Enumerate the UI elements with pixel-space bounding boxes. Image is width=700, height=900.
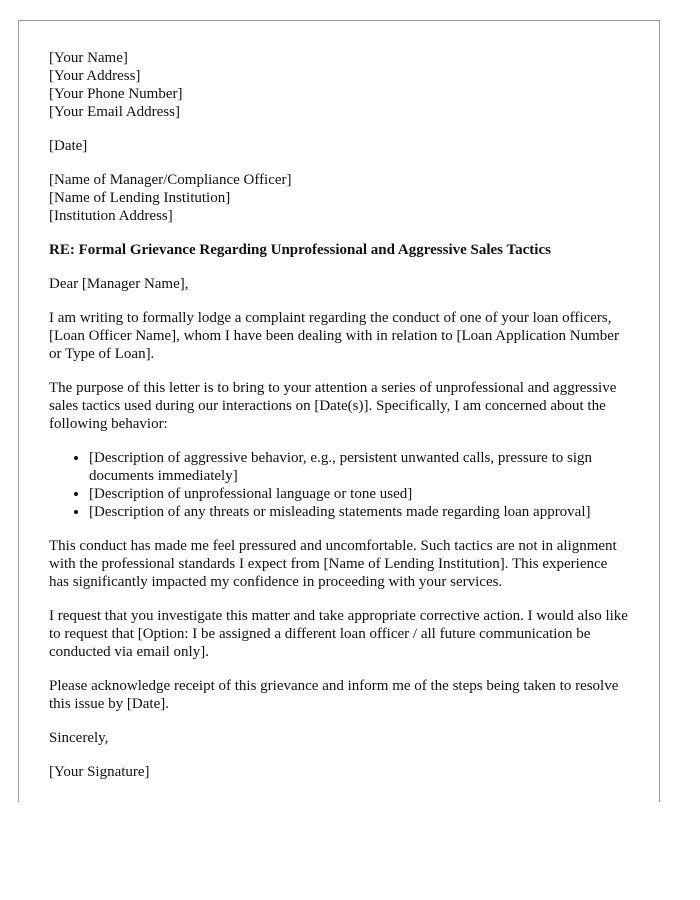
list-item: • [Description of aggressive behavior, e.g., persistent unwanted calls, pressure to sign documents immediately] (89, 449, 629, 485)
sender-name: [Your Name] (49, 50, 128, 66)
sender-address: [Your Address] (49, 68, 141, 84)
subject-line: RE: Formal Grievance Regarding Unprofessional and Aggressive Sales Tactics (49, 242, 551, 258)
recipient-block (49, 171, 629, 225)
sender-block (49, 49, 629, 121)
recipient-institution: [Name of Lending Institution] (49, 190, 231, 206)
date-line: [Date] (49, 138, 88, 154)
body-paragraph-2: The purpose of this letter is to bring to your attention a series of unprofessional and aggressive sales tactics used during our interactions on [Date(s)]. Specifically, I am concerned about the following behavior: (49, 380, 617, 432)
body-paragraph-4: I request that you investigate this matter and take appropriate corrective action. I would also like to request that [Option: I be assigned a different loan officer / all future communication be conducted via email only]. (49, 608, 628, 660)
body-paragraph-5: Please acknowledge receipt of this grievance and inform me of the steps being taken to resolve this issue by [Date]. (49, 678, 619, 712)
salutation: Dear [Manager Name], (49, 276, 189, 292)
signature-placeholder: [Your Signature] (49, 764, 150, 780)
list-item: • [Description of any threats or misleading statements made regarding loan approval] (89, 503, 629, 521)
sender-email: [Your Email Address] (49, 104, 180, 120)
body-paragraph-3: This conduct has made me feel pressured and uncomfortable. Such tactics are not in alignment with the professional standards I expect from [Name of Lending Institution]. This experience has significantly impacted my confidence in proceeding with your services. (49, 538, 617, 590)
signoff: Sincerely, (49, 730, 109, 746)
recipient-name: [Name of Manager/Compliance Officer] (49, 172, 292, 188)
recipient-address: [Institution Address] (49, 208, 173, 224)
letter-page (18, 20, 660, 802)
sender-phone: [Your Phone Number] (49, 86, 183, 102)
behavior-list (49, 449, 629, 521)
list-item: • [Description of unprofessional language or tone used] (89, 485, 629, 503)
body-paragraph-1: I am writing to formally lodge a complaint regarding the conduct of one of your loan officers, [Loan Officer Name], whom I have been dealing with in relation to [Loan Application Number or Type of Loan]. (49, 310, 619, 362)
